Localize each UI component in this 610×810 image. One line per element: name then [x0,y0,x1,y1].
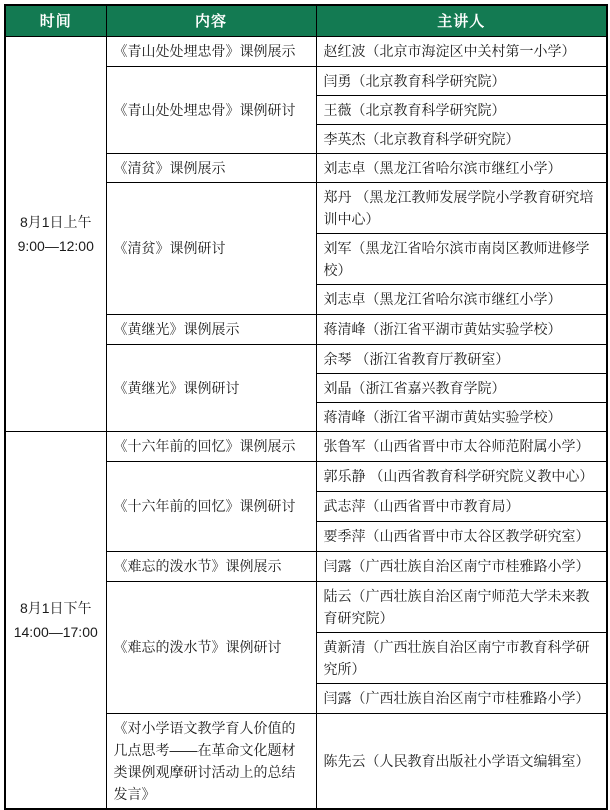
speaker-cell: 闫露（广西壮族自治区南宁市桂雅路小学） [316,551,607,581]
content-cell: 《难忘的泼水节》课例研讨 [106,581,316,713]
content-cell: 《黄继光》课例研讨 [106,344,316,431]
speaker-cell: 郭乐静 （山西省教育科学研究院义教中心） [316,461,607,491]
schedule-table [4,4,608,810]
speaker-cell: 李英杰（北京教育科学研究院） [316,124,607,153]
speaker-cell: 陈先云（人民教育出版社小学语文编辑室） [316,713,607,809]
header-cell-speaker: 主讲人 [316,5,607,36]
speaker-cell: 要季萍（山西省晋中市太谷区教学研究室） [316,521,607,551]
content-cell: 《十六年前的回忆》课例展示 [106,431,316,461]
speaker-cell: 刘志卓（黑龙江省哈尔滨市继红小学） [316,153,607,182]
speaker-cell: 赵红波（北京市海淀区中关村第一小学） [316,36,607,66]
speaker-cell: 刘军（黑龙江省哈尔滨市南岗区教师进修学校） [316,233,607,284]
speaker-cell: 余琴 （浙江省教育厅教研室） [316,344,607,373]
time-cell-afternoon [5,431,106,809]
content-cell: 《黄继光》课例展示 [106,314,316,344]
content-cell: 《难忘的泼水节》课例展示 [106,551,316,581]
time-hours: 9:00—12:00 [17,237,94,254]
content-cell: 《对小学语文教学育人价值的几点思考——在革命文化题材类课例观摩研讨活动上的总结发言》 [106,713,316,809]
speaker-cell: 武志萍（山西省晋中市教育局） [316,491,607,521]
header-cell-content: 内容 [106,5,316,36]
speaker-cell: 黄新清（广西壮族自治区南宁市教育科学研究所） [316,632,607,683]
table-row [5,36,607,66]
speaker-cell: 王薇（北京教育科学研究院） [316,95,607,124]
table-row [5,431,607,461]
speaker-cell: 闫勇（北京教育科学研究院） [316,66,607,95]
speaker-cell: 闫露（广西壮族自治区南宁市桂雅路小学） [316,683,607,713]
time-hours: 14:00—17:00 [13,623,98,640]
header-row [5,5,607,36]
speaker-cell: 蒋清峰（浙江省平湖市黄姑实验学校） [316,402,607,431]
header-cell-time: 时间 [5,5,106,36]
time-date: 8月1日上午 [19,213,92,230]
time-cell-morning [5,36,106,431]
content-cell: 《清贫》课例研讨 [106,182,316,314]
content-cell: 《清贫》课例展示 [106,153,316,182]
speaker-cell: 陆云（广西壮族自治区南宁师范大学未来教育研究院） [316,581,607,632]
speaker-cell: 张鲁军（山西省晋中市太谷师范附属小学） [316,431,607,461]
speaker-cell: 郑丹 （黑龙江教师发展学院小学教育研究培训中心） [316,182,607,233]
content-cell: 《青山处处埋忠骨》课例展示 [106,36,316,66]
speaker-cell: 刘志卓（黑龙江省哈尔滨市继红小学） [316,284,607,314]
time-date: 8月1日下午 [19,599,92,616]
speaker-cell: 刘晶（浙江省嘉兴教育学院） [316,373,607,402]
content-cell: 《青山处处埋忠骨》课例研讨 [106,66,316,153]
content-cell: 《十六年前的回忆》课例研讨 [106,461,316,551]
speaker-cell: 蒋清峰（浙江省平湖市黄姑实验学校） [316,314,607,344]
